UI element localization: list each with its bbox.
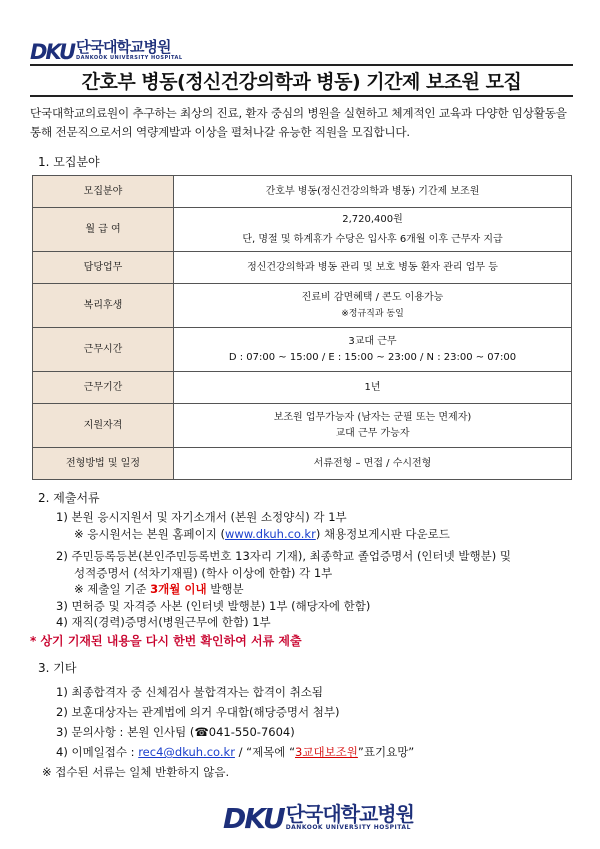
row-label: 복리후생 bbox=[33, 284, 174, 328]
table-row bbox=[33, 208, 572, 252]
list-item: 3) 문의사항 : 본원 인사팀 (☎041-550-7604) bbox=[56, 725, 295, 739]
note-prefix: ※ 응시원서는 본원 홈페이지 ( bbox=[74, 526, 225, 541]
row-value-line: 교대 근무 가능자 bbox=[335, 427, 410, 439]
row-value bbox=[174, 372, 572, 404]
title-bottom-rule bbox=[30, 95, 573, 97]
table-row bbox=[33, 284, 572, 328]
list-item bbox=[56, 742, 414, 762]
list-item-note bbox=[56, 526, 511, 543]
row-label: 월 급 여 bbox=[33, 208, 174, 252]
list-item: 1) 본원 응시지원서 및 자기소개서 (본원 소정양식) 각 1부 bbox=[56, 510, 347, 524]
list-item: 1) 최종합격자 중 신체검사 불합격자는 합격이 취소됨 bbox=[56, 685, 324, 699]
table-row bbox=[33, 176, 572, 208]
confirm-notice: * 상기 기재된 내용을 다시 한번 확인하여 서류 제출 bbox=[30, 634, 302, 648]
note-suffix: 발행분 bbox=[206, 582, 244, 596]
logo-name-english: DANKOOK UNIVERSITY HOSPITAL bbox=[76, 55, 183, 61]
row-value-line: 3교대 근무 bbox=[348, 335, 397, 347]
section-1-heading: 1. 모집분야 bbox=[38, 155, 100, 169]
intro-paragraph: 단국대학교의료원이 추구하는 최상의 진료, 환자 중심의 병원을 실현하고 체계적인 교육과 다양한 임상활동을 통해 전문직으로서의 역량계발과 이상을 펼쳐나갈 유능한 직원을 모집합니다. bbox=[30, 106, 567, 139]
row-value-line: 진료비 감면혜택 / 콘도 이용가능 bbox=[301, 291, 444, 303]
list-item-continuation: 성적증명서 (석차기재필) (학사 이상에 한함) 각 1부 bbox=[74, 565, 333, 580]
row-value-line: 간호부 병동(정신건강의학과 병동) 기간제 보조원 bbox=[265, 185, 480, 197]
dku-logo-mark: DKU bbox=[30, 40, 75, 64]
row-value bbox=[174, 328, 572, 372]
list-item-note bbox=[56, 581, 511, 598]
row-value-line: ※정규직과 동일 bbox=[341, 308, 404, 319]
list-item: 4) 재직(경력)증명서(병원근무에 한함) 1부 bbox=[56, 615, 271, 629]
dku-logo-mark: DKU bbox=[223, 802, 284, 835]
footnote: ※ 접수된 서류는 일체 반환하지 않음. bbox=[42, 765, 230, 779]
logo-name-english: DANKOOK UNIVERSITY HOSPITAL bbox=[285, 824, 411, 831]
section-2-heading: 2. 제출서류 bbox=[38, 491, 100, 505]
row-value bbox=[174, 252, 572, 284]
note-suffix: ) 채용정보게시판 다운로드 bbox=[315, 526, 450, 541]
email-link[interactable]: rec4@dkuh.co.kr bbox=[138, 745, 235, 759]
email-subject: 3교대보조원 bbox=[295, 745, 358, 759]
logo-name-korean: 단국대학교병원 bbox=[285, 802, 414, 826]
table-row bbox=[33, 448, 572, 480]
row-value-line: 단, 명절 및 하계휴가 수당은 입사후 6개월 이후 근무자 지급 bbox=[242, 233, 503, 245]
email-mid: / “제목에 “ bbox=[234, 745, 296, 759]
title-top-rule bbox=[30, 64, 573, 66]
table-row bbox=[33, 372, 572, 404]
row-label: 근무기간 bbox=[33, 372, 174, 404]
list-item: 2) 주민등록등본(본인주민등록번호 13자리 기재), 최종학교 졸업증명서 (인터넷 발행분) 및 bbox=[56, 549, 511, 563]
page-title: 간호부 병동(정신건강의학과 병동) 기간제 보조원 모집 bbox=[81, 71, 522, 93]
row-value-line: 2,720,400원 bbox=[342, 213, 403, 225]
row-value-line: 정신건강의학과 병동 관리 및 보호 병동 환자 관리 업무 등 bbox=[247, 261, 498, 273]
section-3-heading: 3. 기타 bbox=[38, 661, 77, 675]
row-value bbox=[174, 284, 572, 328]
email-prefix: 4) 이메일접수 : bbox=[56, 745, 139, 759]
row-value-line: 서류전형 – 면접 / 수시전형 bbox=[313, 457, 432, 469]
table-row bbox=[33, 404, 572, 448]
row-label: 전형방법 및 일정 bbox=[33, 448, 174, 480]
row-label: 지원자격 bbox=[33, 404, 174, 448]
row-value-line: 보조원 업무가능자 (남자는 군필 또는 면제자) bbox=[273, 411, 472, 423]
list-item: 3) 면허증 및 자격증 사본 (인터넷 발행분) 1부 (해당자에 한함) bbox=[56, 598, 371, 613]
row-value bbox=[174, 176, 572, 208]
row-label: 근무시간 bbox=[33, 328, 174, 372]
logo-name-korean: 단국대학교병원 bbox=[76, 38, 171, 56]
documents-list bbox=[56, 509, 511, 631]
row-value-line: D : 07:00 ~ 15:00 / E : 15:00 ~ 23:00 / N : 23:00 ~ 07:00 bbox=[228, 351, 517, 363]
row-value-line: 1년 bbox=[364, 381, 381, 393]
row-value bbox=[174, 448, 572, 480]
row-value bbox=[174, 404, 572, 448]
row-value bbox=[174, 208, 572, 252]
recruitment-table bbox=[32, 175, 572, 480]
row-label: 담당업무 bbox=[33, 252, 174, 284]
other-list bbox=[56, 682, 414, 762]
row-label: 모집분야 bbox=[33, 176, 174, 208]
list-item: 2) 보훈대상자는 관계법에 의거 우대함(해당증명서 첨부) bbox=[56, 705, 340, 719]
table-row bbox=[33, 328, 572, 372]
hospital-logo-top bbox=[30, 38, 183, 64]
deadline-highlight: 3개월 이내 bbox=[150, 582, 207, 596]
note-prefix: ※ 제출일 기준 bbox=[74, 582, 151, 596]
homepage-link[interactable]: www.dkuh.co.kr bbox=[224, 526, 316, 541]
email-suffix: ”표기요망” bbox=[357, 745, 415, 759]
table-row bbox=[33, 252, 572, 284]
hospital-logo-bottom bbox=[223, 802, 414, 835]
